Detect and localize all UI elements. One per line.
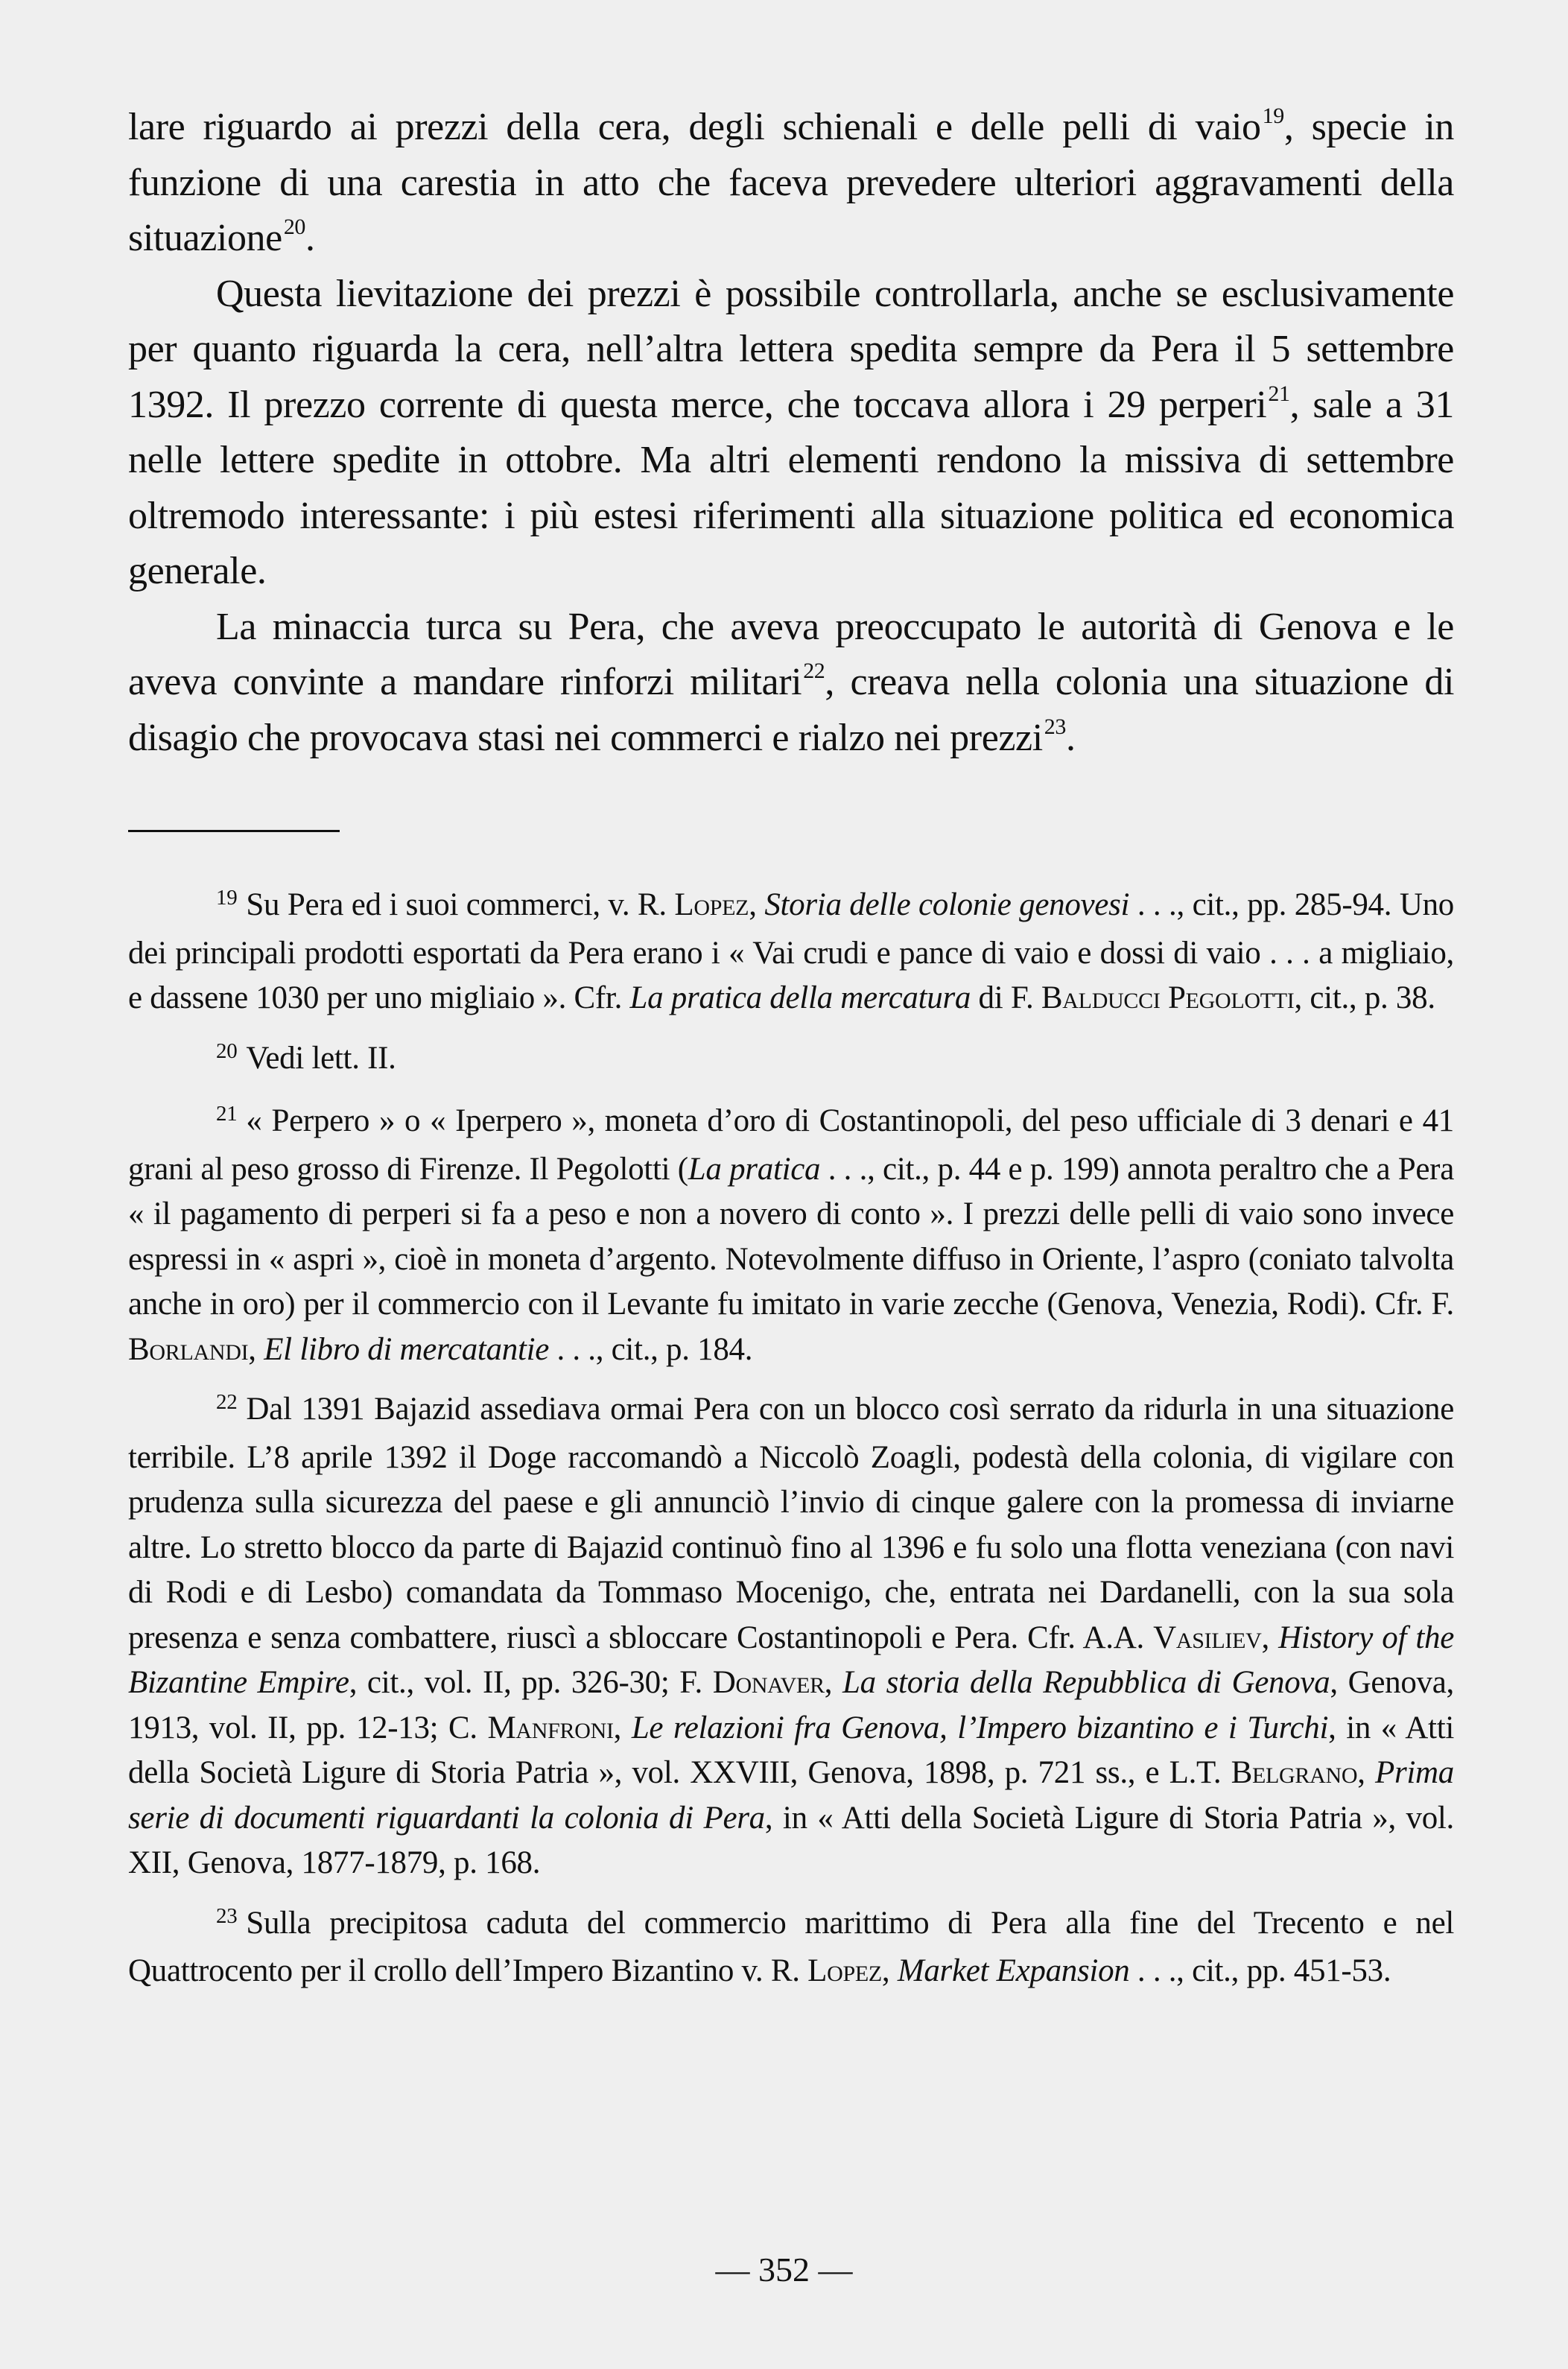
- footnote-number: 19: [216, 886, 238, 910]
- footnote-number: 22: [216, 1390, 238, 1414]
- page-number: — 352 —: [715, 2251, 853, 2289]
- author-name: Belgrano: [1231, 1755, 1358, 1790]
- work-title: Storia delle colonie genovesi: [764, 887, 1130, 922]
- footnote-21: $^{21}$ « Perpero » o « Iperpero », moneta d’oro di Costantinopoli, del peso ufficiale di 3 denari e 41 grani al peso grosso di Firenze. Il Pegolotti (La pratica . . ., cit., p. 44 e p. 199) annota peraltro che a Pera « il pagamento di perperi si fa a peso e non a novero di conto ». I prezzi delle pelli di vaio sono invece espressi in « aspri », cioè in moneta d’argento. Notevolmente diffuso in Oriente, l’aspro (coniato talvolta anche in oro) per il commercio con il Levante fu imitato in varie zecche (Genova, Venezia, Rodi). Cfr. F. Borlandi, El libro di mercatantie . . ., cit., p. 184.: [128, 1102, 1454, 1367]
- paragraph: La minaccia turca su Pera, che aveva preoccupato le autorità di Genova e le aveva convinte a mandare rinforzi militari$^{22}$, creava nella colonia una situazione di disagio che provocava stasi nei commerci e rialzo nei prezzi$^{23}$.: [128, 605, 1454, 759]
- footnote-ref[interactable]: 21: [1268, 381, 1290, 406]
- work-title: La storia della Repubblica di Genova: [842, 1665, 1330, 1700]
- footnote-20: $^{20}$ Vedi lett. II.: [216, 1038, 396, 1076]
- footnote-ref[interactable]: 20: [283, 215, 306, 239]
- footnote-ref[interactable]: 19: [1262, 104, 1284, 128]
- footnote-number: 20: [216, 1038, 238, 1063]
- work-title: Market Expansion: [897, 1953, 1130, 1988]
- footnote-separator: [128, 830, 340, 832]
- paragraph: lare riguardo ai prezzi della cera, degli schienali e delle pelli di vaio$^{19}$, specie in funzione di una carestia in atto che faceva prevedere ulteriori aggravamenti della situazione$^{20}$.: [128, 104, 1454, 259]
- author-name: Borlandi: [128, 1331, 249, 1367]
- footnotes: [128, 883, 1454, 2009]
- footnote-19: $^{19}$ Su Pera ed i suoi commerci, v. R. Lopez, Storia delle colonie genovesi . . ., cit., pp. 285-94. Uno dei principali prodotti esportati da Pera erano i « Vai crudi e pance di vaio e dossi di vaio . . . a migliaio, e dassene 1030 per uno migliaio ». Cfr. La pratica della mercatura di F. Balducci Pegolotti, cit., p. 38.: [128, 886, 1454, 1015]
- work-title: El libro di mercatantie: [264, 1331, 550, 1367]
- author-name: Balducci Pegolotti: [1041, 980, 1295, 1015]
- footnote-number: 21: [216, 1102, 238, 1126]
- author-name: Lopez: [807, 1953, 882, 1988]
- work-title: La pratica: [688, 1151, 821, 1187]
- footnote-ref[interactable]: 23: [1044, 714, 1066, 739]
- author-name: Manfroni: [487, 1710, 614, 1745]
- author-name: Lopez: [674, 887, 749, 922]
- work-title: La pratica della mercatura: [629, 980, 971, 1015]
- footnote-22: $^{22}$ Dal 1391 Bajazid assediava ormai Pera con un blocco così serrato da ridurla in una situazione terribile. L’8 aprile 1392 il Doge raccomandò a Niccolò Zoagli, podestà della colonia, di vigilare con prudenza sulla sicurezza del paese e gli annunciò l’invio di cinque galere con la promessa di inviarne altre. Lo stretto blocco da parte di Bajazid continuò fino al 1396 e fu solo una flotta veneziana (con navi di Rodi e di Lesbo) comandata da Tommaso Mocenigo, che, entrata nei Dardanelli, con la sua sola presenza e senza combattere, riuscì a sbloccare Costantinopoli e Pera. Cfr. A.A. Vasiliev, History of the Bizantine Empire, cit., vol. II, pp. 326-30; F. Donaver, La storia della Repubblica di Genova, Genova, 1913, vol. II, pp. 12-13; C. Manfroni, Le relazioni fra Genova, l’Impero bizantino e i Turchi, in « Atti della Società Ligure di Storia Patria », vol. XXVIII, Genova, 1898, p. 721 ss., e L.T. Belgrano, Prima serie di documenti riguardanti la colonia di Pera, in « Atti della Società Ligure di Storia Patria », vol. XII, Genova, 1877-1879, p. 168.: [128, 1390, 1454, 1880]
- paragraph: Questa lievitazione dei prezzi è possibile controllarla, anche se esclusivamente per quanto riguarda la cera, nell’altra lettera spedita sempre da Pera il 5 settembre 1392. Il prezzo corrente di questa merce, che toccava allora i 29 perperi$^{21}$, sale a 31 nelle lettere spedite in ottobre. Ma altri elementi rendono la missiva di settembre oltremodo interessante: i più estesi riferimenti alla situazione politica ed economica generale.: [128, 272, 1454, 592]
- work-title: Prima serie di documenti riguardanti la colonia di Pera: [128, 1755, 1454, 1836]
- footnote-number: 23: [216, 1903, 238, 1928]
- footnote-23: $^{23}$ Sulla precipitosa caduta del commercio marittimo di Pera alla fine del Trecento e nel Quattrocento per il crollo dell’Impero Bizantino v. R. Lopez, Market Expansion . . ., cit., pp. 451-53.: [128, 1903, 1454, 1988]
- main-text: [128, 103, 1454, 766]
- work-title: Le relazioni fra Genova, l’Impero bizantino e i Turchi: [631, 1710, 1329, 1745]
- author-name: Vasiliev: [1153, 1620, 1262, 1655]
- author-name: Donaver: [712, 1665, 825, 1700]
- footnote-ref[interactable]: 22: [803, 659, 825, 683]
- work-title: History of the Bizantine Empire: [128, 1620, 1454, 1700]
